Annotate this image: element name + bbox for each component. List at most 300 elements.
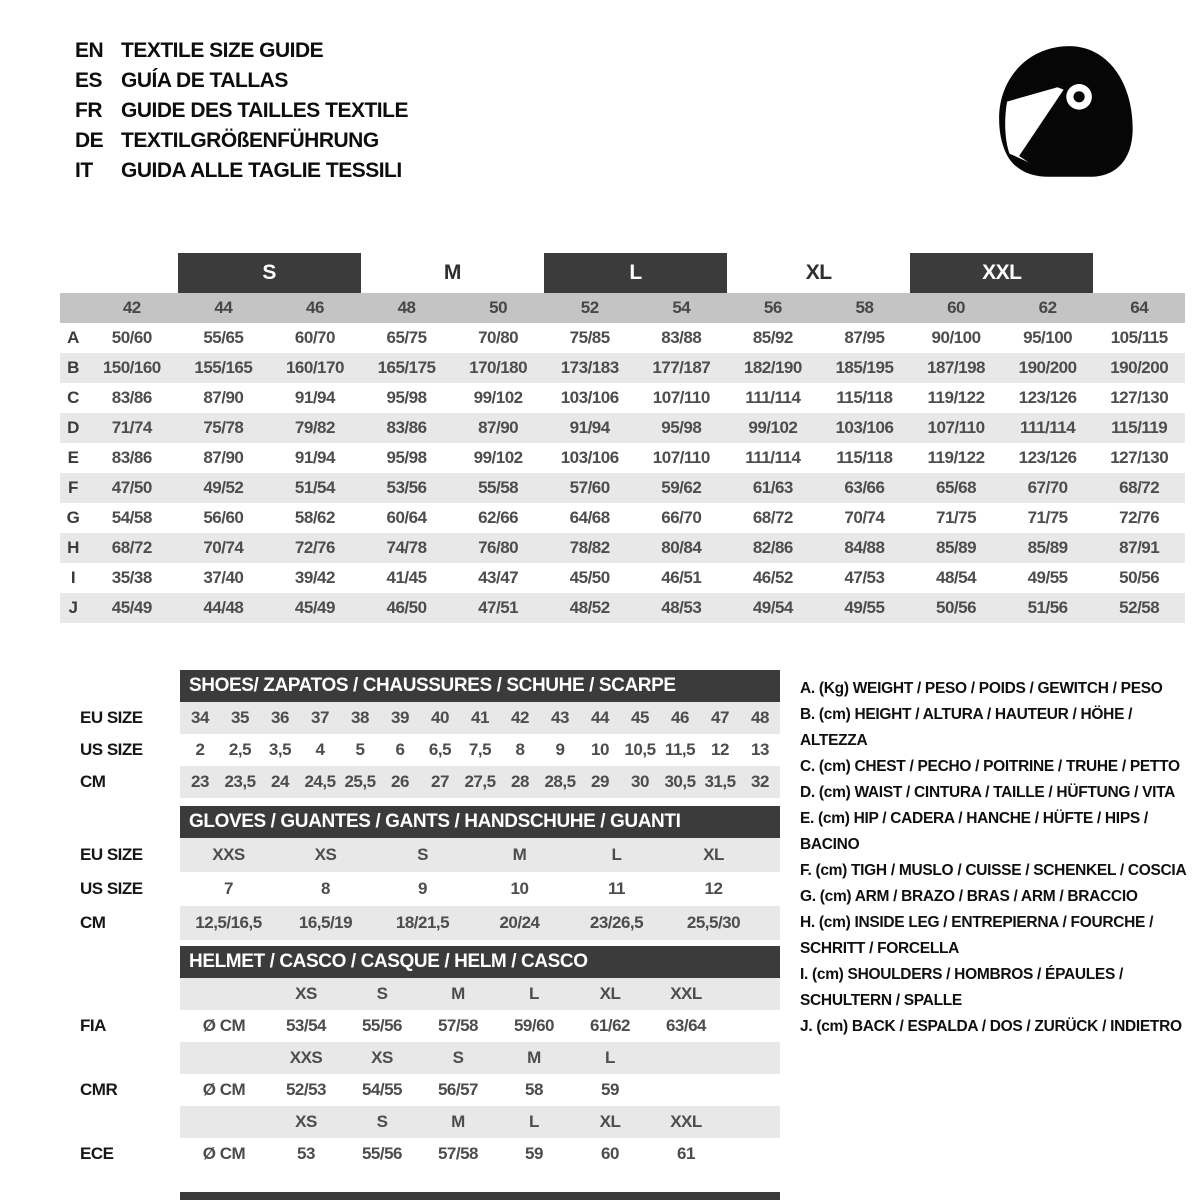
size-cell: 25,5/30 [686,913,741,932]
size-cell: L [611,845,622,864]
size-cell: 65/68 [936,478,977,497]
size-cell: 75/85 [569,328,610,347]
size-cell: 95/98 [386,448,427,467]
row-label: US SIZE [80,879,143,898]
language-title: TEXTILE SIZE GUIDE [121,39,324,62]
helmet-value: 59 [525,1144,543,1163]
size-cell: 46/50 [386,598,427,617]
size-cell: 79/82 [294,418,335,437]
language-row [75,126,408,156]
size-cell: 71/75 [1027,508,1068,527]
helmet-values-row [68,1010,788,1042]
helmet-size: L [529,1112,539,1131]
size-cell: 3,5 [268,740,292,759]
language-row [75,96,408,126]
size-cell: 103/106 [835,418,894,437]
size-cell: 9 [418,879,427,898]
size-table-row [60,353,1185,383]
helmet-sizes-row [68,1042,788,1074]
size-cell: 127/130 [1110,388,1169,407]
size-cell: 95/98 [661,418,702,437]
size-cell: 4 [315,740,325,759]
size-cell: 2 [195,740,205,759]
size-cell: 30,5 [664,772,696,791]
helmet-sizes-row [68,1106,788,1138]
size-cell: 91/94 [569,418,610,437]
size-cell: 8 [321,879,330,898]
size-cell: 107/110 [927,418,985,437]
legend-item: D. (cm) WAIST / CINTURA / TAILLE / HÜFTUNG / VITA [800,784,1176,801]
size-cell: 39/42 [294,568,335,587]
helmet-value: 59 [601,1080,619,1099]
size-cell: 119/122 [927,388,985,407]
size-cell: 83/86 [386,418,427,437]
size-cell: 72/76 [294,538,335,557]
size-cell: 54/58 [111,508,152,527]
helmet-size: M [451,1112,465,1131]
size-cell: 64/68 [569,508,610,527]
language-row [75,66,408,96]
size-cell: 7,5 [468,740,492,759]
size-cell: 95/100 [1023,328,1073,347]
row-values [180,1074,780,1106]
helmet-value: 57/58 [437,1016,479,1035]
size-cell: 51/54 [294,478,335,497]
size-cell: 187/198 [927,358,986,377]
table-row [68,872,788,906]
row-letter: A [67,328,79,347]
size-cell: 43/47 [478,568,519,587]
size-cell: 165/175 [377,358,436,377]
size-cell: 50/56 [936,598,977,617]
helmet-section [68,946,788,1170]
size-group-m: M [443,261,461,284]
language-code: IT [75,159,93,182]
size-cell: 32 [751,772,769,791]
legend-item: H. (cm) INSIDE LEG / ENTREPIERNA / FOURCHE / SCHRITT / FORCELLA [800,914,1154,957]
size-cell: 37 [311,708,329,727]
size-cell: 190/200 [1018,358,1077,377]
table-row [68,906,788,940]
size-cell: 83/86 [111,448,152,467]
row-letter: D [67,418,79,437]
row-values [180,978,780,1010]
helmet-size: M [451,984,465,1003]
size-cell: 87/90 [203,388,244,407]
size-table-row [60,443,1185,473]
size-cell: 47/51 [478,598,519,617]
size-cell: XXS [212,845,245,864]
size-cell: 173/183 [560,358,619,377]
helmet-value: 55/56 [361,1144,403,1163]
size-cell: 44/48 [203,598,244,617]
diameter-unit: Ø CM [202,1016,246,1035]
row-letter: E [67,448,79,467]
language-code: EN [75,39,104,62]
size-cell: 43 [551,708,569,727]
racing-helmet-svg [983,36,1148,196]
size-cell: 87/90 [478,418,519,437]
helmet-values-row [68,1138,788,1170]
size-cell: 63/66 [844,478,885,497]
size-cell: 78/82 [569,538,610,557]
helmet-size: XS [295,984,317,1003]
helmet-size: S [452,1048,464,1067]
size-cell: 52/58 [1119,598,1160,617]
shoes-section [68,670,788,798]
size-group-row [60,253,1185,293]
size-number: 56 [763,298,782,317]
helmet-size: S [376,1112,388,1131]
size-cell: 59/62 [661,478,702,497]
size-cell: 68/72 [1119,478,1160,497]
row-values [180,872,780,906]
row-letter: H [67,538,79,557]
row-values [180,906,780,940]
helmet-size: M [527,1048,541,1067]
size-cell: 41/45 [386,568,427,587]
size-cell: 85/92 [752,328,793,347]
size-cell: 55/58 [478,478,519,497]
size-cell: 111/114 [1020,418,1076,437]
size-cell: 85/89 [936,538,977,557]
size-cell: 123/126 [1018,388,1077,407]
row-values [180,1010,780,1042]
helmet-value: 63/64 [665,1016,707,1035]
helmet-body [68,978,788,1170]
size-cell: 7 [224,879,233,898]
helmet-size: XS [295,1112,317,1131]
row-letter: B [67,358,79,377]
size-cell: 155/165 [194,358,253,377]
size-cell: 47/53 [844,568,885,587]
size-cell: 87/95 [844,328,885,347]
legend-item: A. (Kg) WEIGHT / PESO / POIDS / GEWITCH / PESO [800,680,1163,697]
helmet-size: S [376,984,388,1003]
size-cell: 66/70 [661,508,702,527]
size-cell: 150/160 [102,358,161,377]
size-cell: 71/75 [936,508,977,527]
size-cell: 119/122 [927,448,985,467]
size-cell: 49/55 [844,598,885,617]
size-cell: 29 [591,772,609,791]
size-cell: 42 [511,708,529,727]
row-values [180,766,780,798]
row-label-spacer [68,1106,180,1138]
size-cell: 38 [351,708,369,727]
size-cell: 47 [711,708,729,727]
size-number-row [60,293,1185,323]
size-cell: 24,5 [304,772,336,791]
size-cell: 11,5 [664,740,696,759]
row-values [180,734,780,766]
size-table-row [60,473,1185,503]
helmet-value: 59/60 [513,1016,555,1035]
letter-spacer [60,293,86,323]
legend-item: F. (cm) TIGH / MUSLO / CUISSE / SCHENKEL / COSCIA [800,862,1187,879]
size-cell: 8 [515,740,525,759]
size-cell: 23,5 [224,772,256,791]
size-cell: 53/56 [386,478,427,497]
size-cell: 111/114 [745,448,801,467]
language-list [75,36,408,186]
helmet-section-title: HELMET / CASCO / CASQUE / HELM / CASCO [180,946,780,978]
helmet-size: XXL [670,1112,702,1131]
size-cell: 115/119 [1111,418,1168,437]
size-table-row [60,533,1185,563]
size-cell: 10 [591,740,609,759]
row-label: EU SIZE [80,708,143,727]
helmet-size: L [529,984,539,1003]
size-cell: 68/72 [111,538,152,557]
row-values [180,1042,780,1074]
unit-spacer [180,1042,268,1074]
size-cell: 84/88 [844,538,885,557]
legend-item: E. (cm) HIP / CADERA / HANCHE / HÜFTE / HIPS / BACINO [800,810,1148,853]
size-cell: 190/200 [1110,358,1169,377]
row-letter: I [70,568,76,587]
size-cell: 25,5 [344,772,376,791]
size-cell: 10 [510,879,529,898]
size-group-s: S [178,253,361,293]
language-row [75,156,408,186]
size-cell: 70/74 [844,508,885,527]
size-cell: 6 [395,740,405,759]
size-cell: 28,5 [544,772,576,791]
diameter-unit: Ø CM [202,1144,246,1163]
size-cell: 80/84 [661,538,702,557]
size-cell: 70/74 [203,538,244,557]
size-cell: 26 [391,772,409,791]
next-section-bar-partial [180,1192,780,1200]
size-cell: 56/60 [203,508,244,527]
helmet-value: 58 [525,1080,543,1099]
helmet-value: 60 [601,1144,619,1163]
size-cell: 74/78 [386,538,427,557]
language-title: GUÍA DE TALLAS [121,69,288,92]
size-cell: XL [703,845,724,864]
table-row [68,766,788,798]
size-cell: 91/94 [294,448,335,467]
size-cell: 13 [751,740,769,759]
size-cell: 34 [191,708,209,727]
size-cell: 46 [671,708,689,727]
size-number: 62 [1038,298,1057,317]
size-cell: M [512,845,527,864]
table-row [68,734,788,766]
size-cell: 75/78 [203,418,244,437]
size-cell: 50/60 [111,328,152,347]
size-cell: 60/70 [294,328,335,347]
helmet-size: XXS [289,1048,323,1067]
size-cell: 46/52 [752,568,793,587]
table-row [68,702,788,734]
size-cell: 27 [431,772,449,791]
standard-label: CMR [80,1080,118,1099]
size-cell: 87/91 [1119,538,1160,557]
language-title: GUIDA ALLE TAGLIE TESSILI [121,159,402,182]
size-cell: 6,5 [428,740,452,759]
size-cell: 107/110 [652,388,710,407]
size-cell: 103/106 [560,448,619,467]
size-cell: 72/76 [1119,508,1160,527]
size-cell: 49/55 [1027,568,1068,587]
helmet-value: 54/55 [361,1080,403,1099]
size-cell: 35 [231,708,249,727]
size-cell: 41 [471,708,489,727]
size-group-xl: XL [805,261,832,284]
size-cell: 9 [555,740,565,759]
size-number: 52 [580,298,599,317]
standard-label: ECE [80,1144,114,1163]
row-label-spacer [68,1042,180,1074]
size-cell: 45/49 [111,598,152,617]
size-group-xxl: XXL [910,253,1093,293]
helmet-value: 53/54 [285,1016,327,1035]
size-cell: 99/102 [473,388,523,407]
size-number: 46 [305,298,324,317]
size-cell: 28 [511,772,529,791]
size-table-row [60,323,1185,353]
size-cell: 46/51 [661,568,702,587]
size-cell: 31,5 [704,772,736,791]
size-number: 64 [1130,298,1149,317]
size-cell: 177/187 [652,358,711,377]
language-row [75,36,408,66]
size-cell: 23 [191,772,209,791]
row-letter: F [68,478,78,497]
size-number: 50 [489,298,508,317]
size-cell: 83/88 [661,328,702,347]
helmet-value: 57/58 [437,1144,479,1163]
standard-label: FIA [80,1016,106,1035]
row-values [180,702,780,734]
row-letter: G [66,508,80,527]
row-values [180,838,780,872]
row-letter: C [67,388,79,407]
helmet-value: 53 [297,1144,315,1163]
size-cell: 20/24 [499,913,540,932]
size-cell: 115/118 [836,448,893,467]
helmet-value: 52/53 [285,1080,327,1099]
size-cell: 70/80 [478,328,519,347]
row-values [180,1138,780,1170]
gloves-section-title: GLOVES / GUANTES / GANTS / HANDSCHUHE / GUANTI [180,806,780,838]
gloves-body [68,838,788,940]
size-cell: 90/100 [931,328,981,347]
row-label: CM [80,772,106,791]
size-cell: 30 [631,772,649,791]
size-cell: 103/106 [560,388,619,407]
unit-spacer [180,978,268,1010]
size-table-row [60,413,1185,443]
size-cell: 83/86 [111,388,152,407]
helmet-size: XL [599,984,621,1003]
size-cell: 12 [711,740,729,759]
size-number: 44 [214,298,233,317]
size-number: 58 [855,298,874,317]
size-cell: 65/75 [386,328,427,347]
size-cell: S [417,845,428,864]
helmet-size: XL [599,1112,621,1131]
gloves-section [68,806,788,940]
size-table-row [60,503,1185,533]
size-cell: 49/54 [752,598,793,617]
size-cell: 48/54 [936,568,977,587]
size-cell: 45 [631,708,649,727]
size-cell: 48/53 [661,598,702,617]
size-cell: 27,5 [464,772,496,791]
size-cell: 85/89 [1027,538,1068,557]
row-letter: J [68,598,78,617]
size-cell: 123/126 [1018,448,1077,467]
size-cell: 60/64 [386,508,427,527]
size-cell: 127/130 [1110,448,1169,467]
size-table-row [60,563,1185,593]
size-cell: 99/102 [748,418,798,437]
size-cell: 10,5 [624,740,656,759]
shoes-body [68,702,788,798]
size-cell: 37/40 [203,568,244,587]
size-cell: 5 [355,740,365,759]
row-values [180,1106,780,1138]
size-cell: 44 [591,708,609,727]
size-cell: 61/63 [752,478,793,497]
size-cell: 87/90 [203,448,244,467]
size-group-l: L [544,253,727,293]
size-cell: 115/118 [836,388,893,407]
size-cell: 185/195 [835,358,894,377]
language-code: FR [75,99,102,122]
size-cell: 107/110 [652,448,710,467]
size-cell: 50/56 [1119,568,1160,587]
shoes-section-title: SHOES/ ZAPATOS / CHAUSSURES / SCHUHE / SCARPE [180,670,780,702]
size-cell: 58/62 [294,508,335,527]
helmet-value: 61 [677,1144,695,1163]
size-cell: 95/98 [386,388,427,407]
helmet-size: XXL [670,984,702,1003]
size-table-row [60,383,1185,413]
size-table-row [60,593,1185,623]
legend-item: B. (cm) HEIGHT / ALTURA / HAUTEUR / HÖHE / ALTEZZA [800,706,1133,749]
size-cell: 18/21,5 [395,913,450,932]
size-cell: 12 [704,879,723,898]
size-cell: 182/190 [743,358,802,377]
language-title: GUIDE DES TAILLES TEXTILE [121,99,408,122]
helmet-value: 55/56 [361,1016,403,1035]
size-cell: 16,5/19 [298,913,353,932]
size-number: 60 [947,298,965,317]
size-cell: 51/56 [1027,598,1068,617]
size-table-body [60,323,1185,623]
main-size-table [60,253,1185,623]
size-cell: 45/49 [294,598,335,617]
size-cell: 40 [431,708,449,727]
legend-list [800,676,1198,1040]
helmet-size: L [605,1048,615,1067]
row-label: EU SIZE [80,845,143,864]
legend-item: I. (cm) SHOULDERS / HOMBROS / ÉPAULES / SCHULTERN / SPALLE [800,966,1124,1009]
diameter-unit: Ø CM [202,1080,246,1099]
size-cell: 62/66 [478,508,519,527]
racing-helmet-icon [983,36,1148,196]
size-cell: 23/26,5 [589,913,644,932]
helmet-value: 61/62 [589,1016,631,1035]
row-label: US SIZE [80,740,143,759]
table-row [68,838,788,872]
size-cell: 48/52 [569,598,610,617]
legend-item: J. (cm) BACK / ESPALDA / DOS / ZURÜCK / INDIETRO [800,1018,1182,1035]
